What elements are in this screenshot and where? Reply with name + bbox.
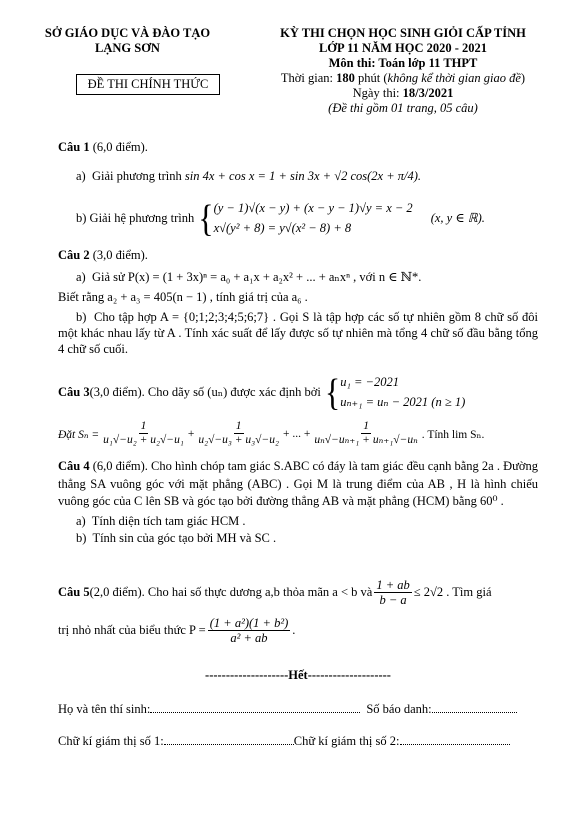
q2-a-label: a) <box>76 270 86 284</box>
exam-subject: Môn thi: Toán lớp 11 THPT <box>328 56 478 70</box>
q3-plus: + <box>187 427 195 440</box>
candidate-id-field[interactable] <box>432 702 517 713</box>
q5-condition-numerator: 1 + ab <box>376 578 410 592</box>
q3-title: Câu 3 <box>58 384 90 399</box>
q3-term-2-denominator: u₂√−u₃ + u₃√−u₂ <box>198 434 279 447</box>
q3-term-n-numerator: 1 <box>361 420 371 434</box>
q3-term-2 <box>196 420 281 447</box>
q3-tail: . Tính lim Sₙ. <box>421 428 485 441</box>
q2-a-continuation: Biết rằng a₂ + a₃ = 405(n − 1) , tính giá trị của a₆ . <box>58 290 308 304</box>
q1-part-b <box>58 198 538 238</box>
q1-b-equation-1: (y − 1)√(x − y) + (x − y − 1)√y = x − 2 <box>213 201 413 215</box>
proctor-1-label: Chữ kí giám thị số 1: <box>58 734 164 748</box>
proctor-2-label: Chữ kí giám thị số 2: <box>293 734 400 748</box>
q2-points: (3,0 điểm). <box>89 248 148 262</box>
time-close: ) <box>520 71 526 85</box>
question-1 <box>58 140 538 238</box>
exam-date <box>248 86 558 101</box>
question-3 <box>58 372 538 447</box>
q5-condition-rhs: ≤ 2√2 . Tìm giá <box>413 585 492 600</box>
q3-points: (3,0 điểm). Cho dãy số (uₙ) được xác định bởi <box>89 385 321 399</box>
q3-term-n-denominator: uₙ√−uₙ₊₁ + uₙ₊₁√−uₙ <box>314 434 418 447</box>
q3-sequence-initial: u₁ = −2021 <box>340 375 399 389</box>
q1-b-equation-2: x√(y² + 8) = y√(x² − 8) + 8 <box>213 221 352 235</box>
candidate-id-label: Số báo danh: <box>366 702 432 716</box>
exam-time <box>248 71 558 86</box>
exam-title: KỲ THI CHỌN HỌC SINH GIỎI CẤP TỈNH <box>280 26 526 40</box>
q5-expression-label: trị nhỏ nhất của biểu thức P = <box>58 623 206 638</box>
q1-b-domain: (x, y ∈ ℝ). <box>430 211 485 225</box>
q5-expression-end: . <box>292 623 296 638</box>
q1-a-text: Giải phương trình <box>91 169 182 183</box>
q2-b-label: b) <box>76 310 87 324</box>
end-marker: --------------------Hết-------------------- <box>205 668 391 682</box>
q5-expression-fraction <box>208 616 291 646</box>
candidate-info <box>58 702 538 717</box>
q4-title: Câu 4 <box>58 459 90 473</box>
proctor-signatures <box>58 734 538 749</box>
exam-year: LỚP 11 NĂM HỌC 2020 - 2021 <box>318 41 488 55</box>
proctor-1-signature-field[interactable] <box>164 734 294 745</box>
q5-condition-fraction <box>374 578 411 608</box>
q3-term-1-denominator: u₁√−u₂ + u₂√−u₁ <box>103 434 184 447</box>
q3-sequence-recurrence: uₙ₊₁ = uₙ − 2021 (n ≥ 1) <box>340 395 466 409</box>
date-prefix: Ngày thi: <box>352 86 403 100</box>
q4-b-text: Tính sin của góc tạo bởi MH và SC . <box>92 531 277 545</box>
q4-a-label: a) <box>76 513 86 528</box>
sequence-brace-icon: { <box>324 370 341 414</box>
q2-a-text: Giả sử P(x) = (1 + 3x)ⁿ = a₀ + a₁x + a₂x² + ... + aₙxⁿ , với n ∈ ℕ*. <box>91 270 422 284</box>
q1-title: Câu 1 <box>58 140 90 154</box>
q1-b-system <box>214 198 413 238</box>
official-exam-box <box>76 74 220 95</box>
q4-b-label: b) <box>76 531 87 545</box>
department-line-2: LẠNG SƠN <box>95 41 160 55</box>
q5-title: Câu 5 <box>58 585 90 600</box>
q1-points: (6,0 điểm). <box>89 140 148 154</box>
q1-part-a <box>58 169 538 184</box>
question-5 <box>58 578 538 646</box>
q2-part-b <box>58 309 538 357</box>
question-4 <box>58 458 538 548</box>
q3-sum <box>58 420 538 447</box>
time-suffix: phút ( <box>354 71 388 85</box>
q5-expression-numerator: (1 + a²)(1 + b²) <box>209 615 289 630</box>
q3-sum-label: Đặt Sₙ = <box>58 428 100 441</box>
q3-term-n <box>312 420 419 447</box>
q3-term-1-numerator: 1 <box>139 420 149 434</box>
q3-ellipsis: + ... + <box>282 427 311 440</box>
q1-a-equation: sin 4x + cos x = 1 + sin 3x + √2 cos(2x + π/4). <box>184 169 422 183</box>
candidate-name-label: Họ và tên thí sinh: <box>58 702 151 716</box>
q5-text: (2,0 điểm). Cho hai số thực dương a,b thỏa mãn a < b và <box>89 585 373 600</box>
q3-term-1 <box>101 420 186 447</box>
q2-b-text: Cho tập hợp A = {0;1;2;3;4;5;6;7} . Gọi S là tập hợp các số tự nhiên gồm 8 chữ số đôi một khác nhau lấy từ A . Tính xác suất để lấy được số tự nhiên mà tổng 4 chữ số đầu bằng tổng 4 chữ số cuối. <box>58 310 539 356</box>
exam-header <box>248 26 558 116</box>
time-prefix: Thời gian: <box>280 71 337 85</box>
q4-text: (6,0 điểm). Cho hình chóp tam giác S.ABC có đáy là tam giác đều cạnh bằng 2a . Đường thẳng SA vuông góc với mặt phẳng (ABC) . Gọi M là trung điểm của AB , H là hình chiếu vuông góc của C lên SB và góc tạo bởi đường thẳng AB và mặt phẳng (HCM) bằng 60⁰ . <box>58 459 538 508</box>
system-brace-icon: { <box>198 196 214 240</box>
time-note: không kể thời gian giao đề <box>387 71 521 85</box>
q4-a-text: Tính diện tích tam giác HCM . <box>91 513 246 528</box>
department-name <box>40 26 215 56</box>
official-exam-label: ĐỀ THI CHÍNH THỨC <box>87 77 209 91</box>
q1-b-text: Giải hệ phương trình <box>89 210 195 225</box>
q5-expression-denominator: a² + ab <box>230 631 268 646</box>
proctor-2-signature-field[interactable] <box>400 734 510 745</box>
q3-system <box>340 372 465 412</box>
q4-part-a <box>58 513 538 531</box>
department-line-1: SỞ GIÁO DỤC VÀ ĐÀO TẠO <box>44 26 211 40</box>
q4-part-b <box>58 530 538 548</box>
candidate-name-field[interactable] <box>150 702 360 713</box>
q2-title: Câu 2 <box>58 248 90 262</box>
q1-a-label: a) <box>76 169 86 183</box>
date-value: 18/3/2021 <box>402 86 454 100</box>
q2-part-a <box>58 269 538 285</box>
q3-term-2-numerator: 1 <box>234 420 244 434</box>
question-2 <box>58 247 538 357</box>
q5-condition-denominator: b − a <box>379 593 407 608</box>
time-value: 180 <box>336 71 355 85</box>
page-note: (Đề thi gồm 01 trang, 05 câu) <box>328 101 478 115</box>
q1-b-label: b) <box>76 210 87 225</box>
